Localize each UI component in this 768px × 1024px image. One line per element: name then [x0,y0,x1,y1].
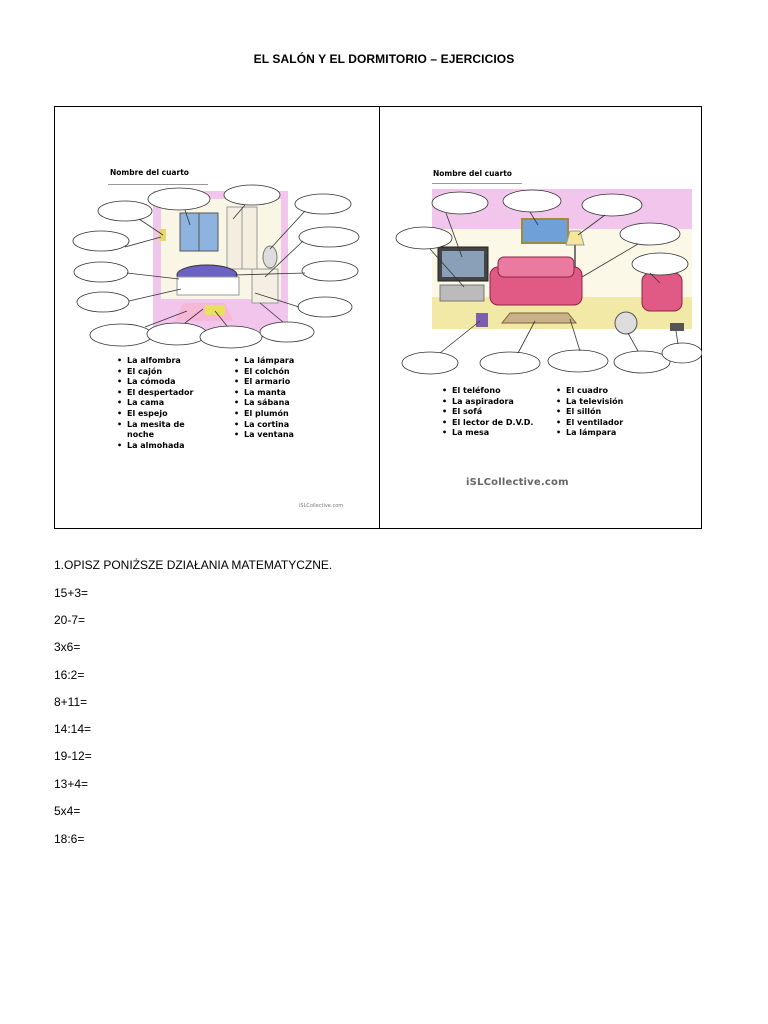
painting-icon [522,219,568,243]
bedroom-illustration [55,107,379,357]
list-item: • La lámpara [234,356,294,367]
mirror-icon [263,246,277,268]
list-item: • El armario [234,377,294,388]
exercise-item: 14:14= [54,722,92,736]
exercise-item: 16:2= [54,668,85,682]
table-icon [502,313,576,323]
list-item: • La sábana [234,398,294,409]
bedroom-wordlist-col1 [117,356,193,451]
page-title: EL SALÓN Y EL DORMITORIO – EJERCICIOS [253,52,515,66]
list-item: • El cuadro [556,386,623,397]
list-item: noche [127,430,155,440]
vacuum-icon [476,313,488,327]
list-item: • La alfombra [117,356,193,367]
list-item: • La cómoda [117,377,193,388]
exercise-item: 20-7= [54,613,86,627]
list-item: • El lector de D.V.D. [442,418,533,429]
bedroom-wordlist-col2 [234,356,294,441]
list-item: • La televisión [556,397,623,408]
list-item: • El sofá [442,407,533,418]
list-item: • El espejo [117,409,193,420]
list-item: • La manta [234,388,294,399]
list-item: • La mesita de [117,420,193,431]
bedroom-heading: Nombre del cuarto [110,168,189,177]
exercise-item: 8+11= [54,695,88,709]
exercise-table [54,106,702,529]
exercise-item: 18:6= [54,832,85,846]
list-item: • El ventilador [556,418,623,429]
livingroom-wordlist-col2 [556,386,623,439]
list-item: • El plumón [234,409,294,420]
bedroom-panel [55,107,379,528]
list-item: • El despertador [117,388,193,399]
livingroom-credit: iSLCollective.com [466,477,569,488]
tv-stand [440,285,484,301]
bedroom-credit: iSLCollective.com [299,503,344,509]
phone-icon [670,323,684,331]
livingroom-wordlist-col1 [442,386,533,439]
exercise-item: 15+3= [54,586,89,600]
livingroom-panel [380,107,702,528]
list-item: • La cortina [234,420,294,431]
list-item: • El teléfono [442,386,533,397]
exercise-item: 13+4= [54,777,89,791]
fan-icon [615,312,637,334]
exercise-heading: 1.OPISZ PONIŻSZE DZIAŁANIA MATEMATYCZNE. [54,558,333,572]
livingroom-illustration [380,107,702,377]
exercise-item: 19-12= [54,749,92,763]
list-item: • La ventana [234,430,294,441]
list-item: • La almohada [117,441,193,452]
list-item: • El cajón [117,367,193,378]
exercise-item: 5x4= [54,804,81,818]
armchair-icon [642,273,682,311]
list-item: • La lámpara [556,428,623,439]
list-item: • La cama [117,398,193,409]
list-item: • El sillón [556,407,623,418]
exercise-item: 3x6= [54,640,81,654]
list-item: • La mesa [442,428,533,439]
livingroom-heading: Nombre del cuarto [433,169,512,178]
list-item: • El colchón [234,367,294,378]
list-item: • La aspiradora [442,397,533,408]
